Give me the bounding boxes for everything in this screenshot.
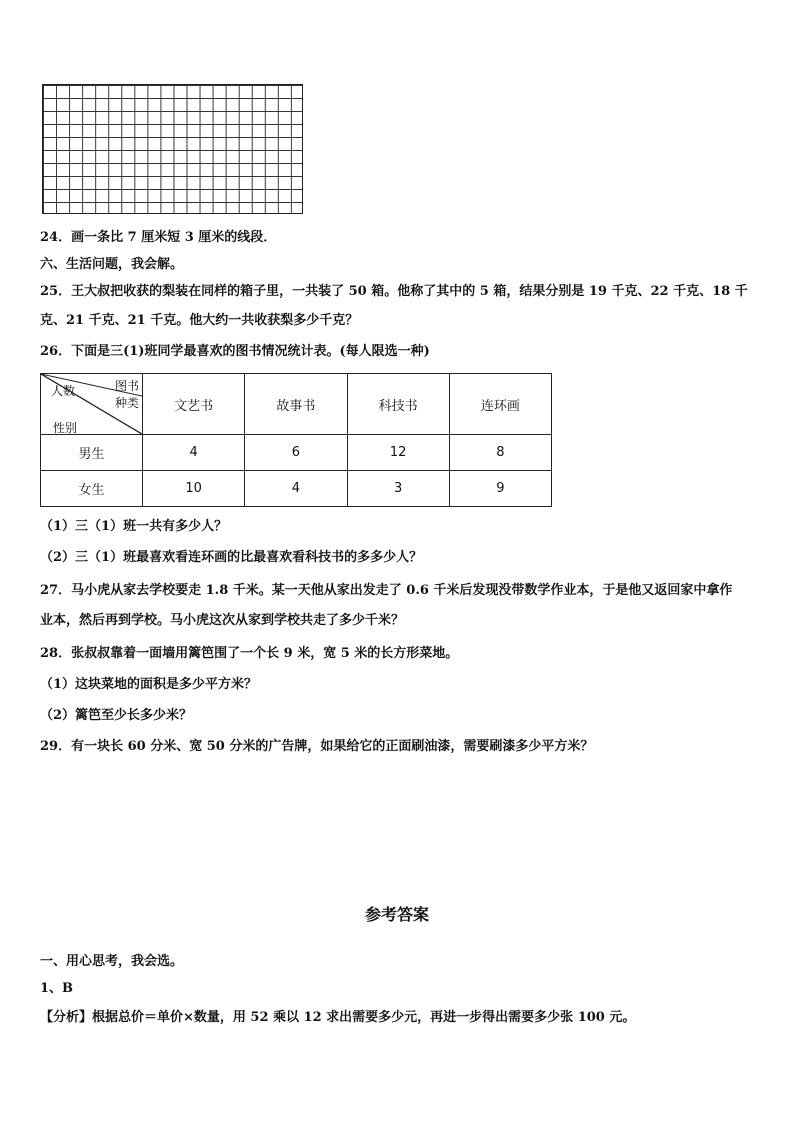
row-label-boys: 男生 xyxy=(41,435,143,471)
answer-1: 1、B xyxy=(40,981,74,996)
table-row-boys xyxy=(41,435,552,471)
table-header-row xyxy=(41,374,552,435)
question-26-part1: （1）三（1）班一共有多少人？ xyxy=(40,519,228,534)
question-29: 29．有一块长 60 分米、宽 50 分米的广告牌，如果给它的正面刷油漆，需要刷漆多少平方米？ xyxy=(40,739,594,754)
question-24: 24．画一条比 7 厘米短 3 厘米的线段． xyxy=(40,230,277,245)
cell-girls-science: 3 xyxy=(347,471,449,507)
table-corner-cell xyxy=(41,374,143,435)
question-25-line1: 25．王大叔把收获的梨装在同样的箱子里，一共装了 50 箱。他称了其中的 5 箱，结果分别是 19 千克、22 千克、18 千 xyxy=(40,284,748,299)
cell-boys-story: 6 xyxy=(245,435,347,471)
question-28-part2: （2）篱笆至少长多少米？ xyxy=(40,708,193,723)
header-science: 科技书 xyxy=(347,374,449,435)
answer-key-title: 参考答案 xyxy=(364,905,429,924)
question-28-part1: （1）这块菜地的面积是多少平方米？ xyxy=(40,677,258,692)
cell-boys-comic: 8 xyxy=(449,435,551,471)
header-story: 故事书 xyxy=(245,374,347,435)
question-26: 26．下面是三(1)班同学最喜欢的图书情况统计表。(每人限选一种) xyxy=(40,344,430,359)
question-25-line2: 克、21 千克、21 千克。他大约一共收获梨多少千克？ xyxy=(40,313,359,328)
section-6-heading: 六、生活问题，我会解。 xyxy=(40,257,184,272)
header-literature: 文艺书 xyxy=(143,374,245,435)
cell-boys-science: 12 xyxy=(347,435,449,471)
cell-girls-comic: 9 xyxy=(449,471,551,507)
corner-label-book: 图书 xyxy=(114,379,139,393)
header-comic: 连环画 xyxy=(449,374,551,435)
answer-section-1-heading: 一、用心思考，我会选。 xyxy=(40,954,184,969)
table-row-girls xyxy=(41,471,552,507)
cell-boys-literature: 4 xyxy=(143,435,245,471)
cell-girls-literature: 10 xyxy=(143,471,245,507)
row-label-girls: 女生 xyxy=(41,471,143,507)
book-preference-table xyxy=(40,373,552,507)
corner-label-gender: 性别 xyxy=(53,421,78,435)
corner-label-type: 种类 xyxy=(114,396,139,410)
grid-paper xyxy=(42,84,303,214)
question-26-part2: （2）三（1）班最喜欢看连环画的比最喜欢看科技书的多多少人？ xyxy=(40,550,423,565)
question-28: 28．张叔叔靠着一面墙用篱笆围了一个长 9 米，宽 5 米的长方形菜地。 xyxy=(40,646,459,661)
question-27-line1: 27．马小虎从家去学校要走 1.8 千米。某一天他从家出发走了 0.6 千米后发现没带数学作业本，于是他又返回家中拿作 xyxy=(40,583,733,598)
corner-label-count: 人数 xyxy=(51,384,76,398)
cell-girls-story: 4 xyxy=(245,471,347,507)
answer-1-analysis: 【分析】根据总价＝单价×数量，用 52 乘以 12 求出需要多少元，再进一步得出需要多少张 100 元。 xyxy=(40,1010,636,1025)
question-27-line2: 业本，然后再到学校。马小虎这次从家到学校共走了多少千米？ xyxy=(40,613,405,628)
